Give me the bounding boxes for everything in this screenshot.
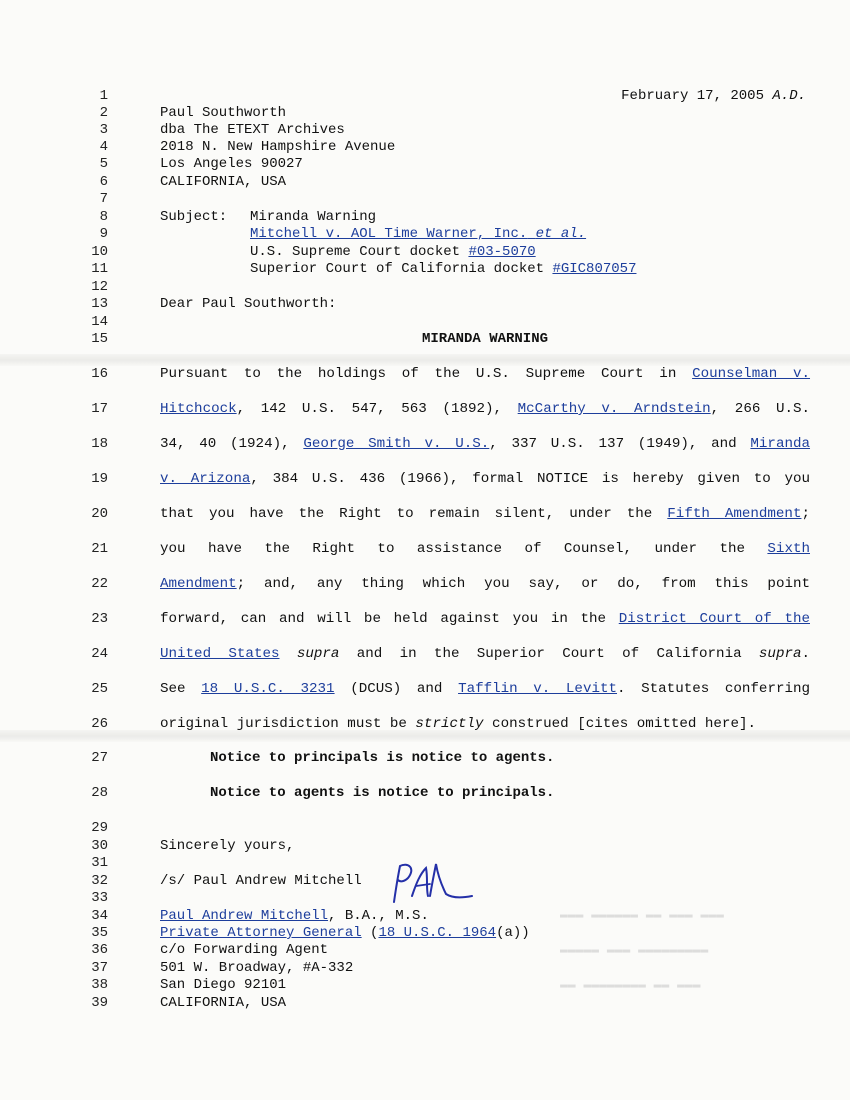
addressee-city: Los Angeles 90027: [160, 156, 303, 172]
sender-address: CALIFORNIA, USA: [160, 995, 287, 1011]
bleed-through-text: ▬▬▬▬▬▬▬▬▬ ▬▬▬ ▬▬▬▬▬: [560, 942, 709, 957]
docket-link[interactable]: #GIC807057: [552, 261, 637, 277]
line-number: 25: [91, 681, 108, 697]
line-number: 4: [99, 139, 108, 155]
line-number: 34: [91, 908, 108, 924]
handwritten-signature: [386, 858, 476, 908]
body-line: you have the Right to assistance of Counsel, under the Sixth: [160, 541, 810, 557]
sender-name: Paul Andrew Mitchell, B.A., M.S.: [160, 908, 429, 924]
line-number: 32: [91, 873, 108, 889]
letter-date: February 17, 2005 A.D.: [621, 88, 806, 104]
citation-link[interactable]: Tafflin v. Levitt: [458, 681, 618, 697]
line-number: 11: [91, 261, 108, 277]
line-number: 17: [91, 401, 108, 417]
subject-label: Subject:: [160, 209, 228, 225]
citation-link[interactable]: Miranda: [750, 436, 811, 452]
body-line: 34, 40 (1924), George Smith v. U.S., 337 U.S. 137 (1949), and Miranda: [160, 436, 811, 452]
body-line: that you have the Right to remain silent, under the Fifth Amendment;: [160, 506, 810, 522]
citation-link[interactable]: 18 U.S.C. 3231: [201, 681, 335, 697]
line-number: 23: [91, 611, 108, 627]
notice-line: Notice to principals is notice to agents.: [210, 750, 555, 766]
body-line: forward, can and will be held against you in the District Court of the: [160, 611, 810, 627]
line-number: 9: [99, 226, 108, 242]
heading: MIRANDA WARNING: [421, 331, 549, 347]
statute-link[interactable]: 18 U.S.C. 1964: [378, 925, 497, 941]
addressee-street: 2018 N. New Hampshire Avenue: [160, 139, 396, 155]
line-number: 36: [91, 942, 108, 958]
line-number: 3: [99, 122, 108, 138]
sender-address: San Diego 92101: [160, 977, 287, 993]
citation-link[interactable]: Sixth: [767, 541, 810, 557]
body-line: United States supra and in the Superior Court of California supra.: [160, 646, 811, 662]
notice-line: Notice to agents is notice to principals.: [210, 785, 555, 801]
line-number: 8: [99, 209, 108, 225]
addressee-state: CALIFORNIA, USA: [160, 174, 287, 190]
line-number: 37: [91, 960, 108, 976]
sender-name-link[interactable]: Paul Andrew Mitchell: [160, 908, 329, 924]
citation-link[interactable]: v. Arizona: [160, 471, 251, 487]
sender-title: Private Attorney General (18 U.S.C. 1964(a)): [160, 925, 530, 941]
line-number: 6: [99, 174, 108, 190]
subject-docket-scotus: U.S. Supreme Court docket #03-5070: [250, 244, 536, 260]
line-number: 33: [91, 890, 108, 906]
body-line: v. Arizona, 384 U.S. 436 (1966), formal NOTICE is hereby given to you: [160, 471, 810, 487]
line-number: 19: [91, 471, 108, 487]
citation-link[interactable]: Fifth Amendment: [667, 506, 802, 522]
line-number: 39: [91, 995, 108, 1011]
body-line: Pursuant to the holdings of the U.S. Supreme Court in Counselman v.: [160, 366, 811, 382]
line-number: 16: [91, 366, 108, 382]
line-number: 29: [91, 820, 108, 836]
citation-link[interactable]: District Court of the: [618, 611, 810, 627]
case-link[interactable]: Mitchell v. AOL Time Warner, Inc. et al.: [250, 226, 587, 242]
line-number: 5: [99, 156, 108, 172]
line-number: 7: [99, 191, 108, 207]
docket-link[interactable]: #03-5070: [468, 244, 536, 260]
citation-link[interactable]: McCarthy v. Arndstein: [517, 401, 711, 417]
bleed-through-text: ▬▬▬ ▬▬▬ ▬▬ ▬▬▬▬▬▬ ▬▬▬: [560, 907, 724, 922]
sender-address: c/o Forwarding Agent: [160, 942, 329, 958]
citation-link[interactable]: George Smith v. U.S.: [303, 436, 490, 452]
line-number: 22: [91, 576, 108, 592]
closing: Sincerely yours,: [160, 838, 295, 854]
line-number: 27: [91, 750, 108, 766]
line-number: 18: [91, 436, 108, 452]
line-number: 12: [91, 279, 108, 295]
citation-link[interactable]: United States: [160, 646, 280, 662]
addressee-name: Paul Southworth: [160, 105, 287, 121]
body-line: Hitchcock, 142 U.S. 547, 563 (1892), McCarthy v. Arndstein, 266 U.S.: [160, 401, 811, 417]
line-number: 28: [91, 785, 108, 801]
line-number: 26: [91, 716, 108, 732]
line-number: 13: [91, 296, 108, 312]
line-number: 14: [91, 314, 108, 330]
subject-docket-superior: Superior Court of California docket #GIC807057: [250, 261, 637, 277]
subject-line: Miranda Warning: [250, 209, 377, 225]
body-line: original jurisdiction must be strictly construed [cites omitted here].: [160, 716, 756, 732]
citation-link[interactable]: Hitchcock: [160, 401, 237, 417]
signature-line: /s/ Paul Andrew Mitchell: [160, 873, 362, 889]
line-number: 38: [91, 977, 108, 993]
line-number: 35: [91, 925, 108, 941]
addressee-org: dba The ETEXT Archives: [160, 122, 345, 138]
salutation: Dear Paul Southworth:: [160, 296, 337, 312]
body-line: Amendment; and, any thing which you say, or do, from this point: [160, 576, 810, 592]
line-number: 31: [91, 855, 108, 871]
body-line: See 18 U.S.C. 3231 (DCUS) and Tafflin v. Levitt. Statutes conferring: [160, 681, 811, 697]
line-number: 21: [91, 541, 108, 557]
line-number: 15: [91, 331, 108, 347]
citation-link[interactable]: Amendment: [160, 576, 237, 592]
title-link[interactable]: Private Attorney General: [160, 925, 362, 941]
subject-case: [250, 224, 586, 244]
line-number: 10: [91, 244, 108, 260]
line-number: 30: [91, 838, 108, 854]
line-number: 24: [91, 646, 108, 662]
sender-address: 501 W. Broadway, #A-332: [160, 960, 354, 976]
citation-link[interactable]: Counselman v.: [692, 366, 811, 382]
line-number: 2: [99, 105, 108, 121]
line-number: 1: [99, 88, 108, 104]
bleed-through-text: ▬▬▬ ▬▬ ▬▬▬▬▬▬▬▬ ▬▬: [560, 977, 701, 992]
line-number: 20: [91, 506, 108, 522]
